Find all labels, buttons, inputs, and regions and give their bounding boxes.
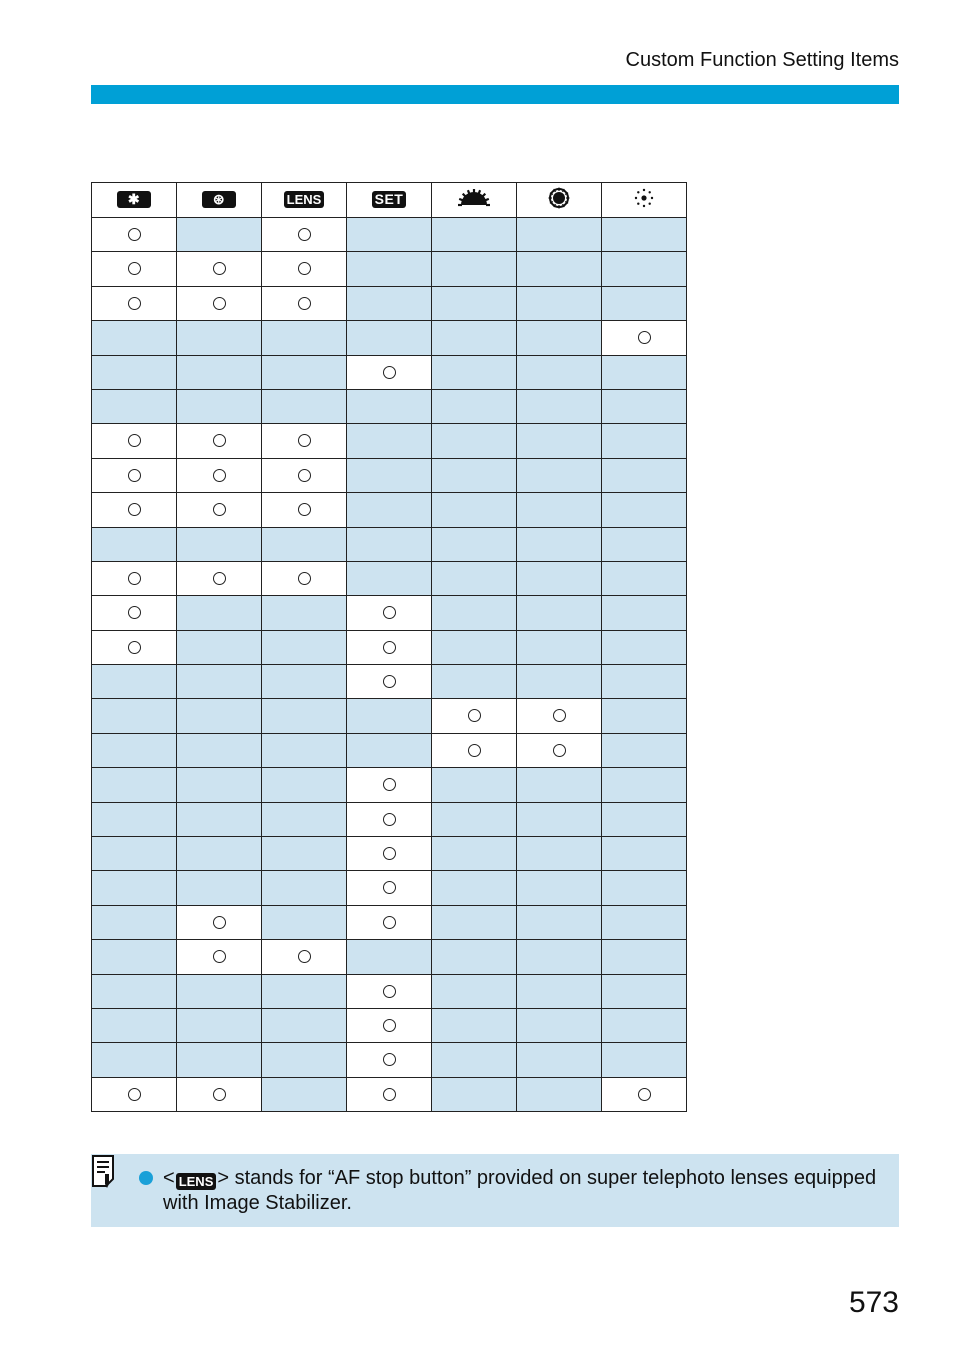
multi-controller-icon bbox=[633, 196, 655, 213]
unavailable-cell bbox=[177, 321, 262, 355]
unavailable-cell bbox=[262, 1008, 347, 1042]
af-on-button-icon: ✱ bbox=[117, 191, 151, 208]
table-row bbox=[92, 389, 687, 423]
set-button-icon: SET bbox=[372, 191, 407, 208]
available-cell bbox=[347, 802, 432, 836]
table-row bbox=[92, 527, 687, 561]
unavailable-cell bbox=[602, 458, 687, 492]
available-mark-icon bbox=[298, 572, 311, 585]
available-mark-icon bbox=[298, 469, 311, 482]
unavailable-cell bbox=[262, 733, 347, 767]
unavailable-cell bbox=[602, 940, 687, 974]
available-mark-icon bbox=[213, 950, 226, 963]
available-cell bbox=[347, 596, 432, 630]
available-cell bbox=[177, 940, 262, 974]
available-mark-icon bbox=[298, 262, 311, 275]
unavailable-cell bbox=[602, 768, 687, 802]
unavailable-cell bbox=[92, 974, 177, 1008]
available-cell bbox=[92, 596, 177, 630]
available-mark-icon bbox=[213, 297, 226, 310]
unavailable-cell bbox=[92, 355, 177, 389]
unavailable-cell bbox=[177, 389, 262, 423]
unavailable-cell bbox=[432, 837, 517, 871]
available-cell bbox=[347, 837, 432, 871]
unavailable-cell bbox=[602, 493, 687, 527]
unavailable-cell bbox=[92, 699, 177, 733]
note-box bbox=[91, 1154, 899, 1227]
available-mark-icon bbox=[383, 813, 396, 826]
unavailable-cell bbox=[432, 493, 517, 527]
unavailable-cell bbox=[517, 596, 602, 630]
available-mark-icon bbox=[638, 1088, 651, 1101]
available-mark-icon bbox=[128, 572, 141, 585]
unavailable-cell bbox=[347, 527, 432, 561]
available-mark-icon bbox=[298, 950, 311, 963]
unavailable-cell bbox=[517, 871, 602, 905]
available-mark-icon bbox=[298, 297, 311, 310]
available-cell bbox=[92, 493, 177, 527]
available-mark-icon bbox=[383, 985, 396, 998]
available-cell bbox=[262, 424, 347, 458]
unavailable-cell bbox=[177, 355, 262, 389]
unavailable-cell bbox=[262, 321, 347, 355]
unavailable-cell bbox=[432, 527, 517, 561]
unavailable-cell bbox=[602, 871, 687, 905]
unavailable-cell bbox=[432, 974, 517, 1008]
available-cell bbox=[432, 733, 517, 767]
table-row bbox=[92, 252, 687, 286]
table-row bbox=[92, 286, 687, 320]
unavailable-cell bbox=[347, 561, 432, 595]
table-header-row bbox=[92, 183, 687, 218]
unavailable-cell bbox=[602, 699, 687, 733]
unavailable-cell bbox=[92, 905, 177, 939]
available-mark-icon bbox=[128, 606, 141, 619]
unavailable-cell bbox=[432, 424, 517, 458]
unavailable-cell bbox=[347, 733, 432, 767]
unavailable-cell bbox=[432, 252, 517, 286]
available-cell bbox=[177, 1077, 262, 1111]
column-header-6 bbox=[517, 183, 602, 218]
unavailable-cell bbox=[177, 218, 262, 252]
unavailable-cell bbox=[177, 596, 262, 630]
unavailable-cell bbox=[432, 802, 517, 836]
available-cell bbox=[262, 286, 347, 320]
available-mark-icon bbox=[383, 675, 396, 688]
note-bullet bbox=[139, 1171, 153, 1185]
aperture-button-icon: ⊛ bbox=[202, 191, 236, 208]
unavailable-cell bbox=[177, 733, 262, 767]
column-header-1 bbox=[92, 183, 177, 218]
available-cell bbox=[177, 458, 262, 492]
unavailable-cell bbox=[432, 355, 517, 389]
available-mark-icon bbox=[213, 1088, 226, 1101]
unavailable-cell bbox=[92, 321, 177, 355]
available-cell bbox=[347, 871, 432, 905]
available-mark-icon bbox=[213, 434, 226, 447]
unavailable-cell bbox=[262, 871, 347, 905]
unavailable-cell bbox=[517, 355, 602, 389]
table-row bbox=[92, 218, 687, 252]
available-mark-icon bbox=[128, 228, 141, 241]
unavailable-cell bbox=[432, 286, 517, 320]
available-cell bbox=[517, 699, 602, 733]
unavailable-cell bbox=[432, 458, 517, 492]
available-cell bbox=[92, 286, 177, 320]
available-cell bbox=[92, 458, 177, 492]
table-row bbox=[92, 905, 687, 939]
available-mark-icon bbox=[383, 881, 396, 894]
available-cell bbox=[262, 218, 347, 252]
unavailable-cell bbox=[262, 974, 347, 1008]
unavailable-cell bbox=[347, 389, 432, 423]
available-mark-icon bbox=[383, 1088, 396, 1101]
table-row bbox=[92, 493, 687, 527]
available-mark-icon bbox=[468, 744, 481, 757]
available-mark-icon bbox=[128, 1088, 141, 1101]
note-text: < LENS > stands for “AF stop button” provided on super telephoto lenses equipped with Image Stabilizer. bbox=[163, 1167, 877, 1214]
unavailable-cell bbox=[432, 768, 517, 802]
available-cell bbox=[262, 252, 347, 286]
unavailable-cell bbox=[92, 733, 177, 767]
unavailable-cell bbox=[517, 974, 602, 1008]
table-row bbox=[92, 699, 687, 733]
column-header-3 bbox=[262, 183, 347, 218]
unavailable-cell bbox=[262, 837, 347, 871]
table-row bbox=[92, 1077, 687, 1111]
available-mark-icon bbox=[128, 262, 141, 275]
unavailable-cell bbox=[92, 665, 177, 699]
unavailable-cell bbox=[432, 561, 517, 595]
available-mark-icon bbox=[553, 709, 566, 722]
unavailable-cell bbox=[262, 905, 347, 939]
unavailable-cell bbox=[602, 837, 687, 871]
table-row bbox=[92, 561, 687, 595]
unavailable-cell bbox=[177, 837, 262, 871]
unavailable-cell bbox=[517, 458, 602, 492]
unavailable-cell bbox=[177, 665, 262, 699]
unavailable-cell bbox=[517, 665, 602, 699]
unavailable-cell bbox=[347, 458, 432, 492]
unavailable-cell bbox=[517, 1077, 602, 1111]
unavailable-cell bbox=[92, 527, 177, 561]
available-cell bbox=[347, 1077, 432, 1111]
available-cell bbox=[347, 1043, 432, 1077]
quick-control-dial-icon bbox=[548, 196, 570, 213]
available-mark-icon bbox=[298, 228, 311, 241]
available-cell bbox=[347, 974, 432, 1008]
unavailable-cell bbox=[347, 218, 432, 252]
unavailable-cell bbox=[602, 596, 687, 630]
unavailable-cell bbox=[177, 527, 262, 561]
available-cell bbox=[92, 1077, 177, 1111]
unavailable-cell bbox=[92, 1008, 177, 1042]
available-cell bbox=[177, 561, 262, 595]
unavailable-cell bbox=[602, 802, 687, 836]
unavailable-cell bbox=[432, 596, 517, 630]
available-cell bbox=[262, 940, 347, 974]
available-mark-icon bbox=[128, 434, 141, 447]
unavailable-cell bbox=[432, 321, 517, 355]
unavailable-cell bbox=[177, 699, 262, 733]
table-row bbox=[92, 424, 687, 458]
unavailable-cell bbox=[262, 699, 347, 733]
unavailable-cell bbox=[517, 527, 602, 561]
unavailable-cell bbox=[177, 802, 262, 836]
unavailable-cell bbox=[432, 665, 517, 699]
available-mark-icon bbox=[383, 1053, 396, 1066]
available-cell bbox=[262, 458, 347, 492]
unavailable-cell bbox=[432, 218, 517, 252]
available-cell bbox=[602, 1077, 687, 1111]
unavailable-cell bbox=[92, 768, 177, 802]
available-mark-icon bbox=[383, 366, 396, 379]
table-row bbox=[92, 768, 687, 802]
unavailable-cell bbox=[517, 321, 602, 355]
unavailable-cell bbox=[432, 389, 517, 423]
available-cell bbox=[92, 252, 177, 286]
table-row bbox=[92, 802, 687, 836]
unavailable-cell bbox=[347, 699, 432, 733]
available-cell bbox=[92, 561, 177, 595]
table-row bbox=[92, 458, 687, 492]
unavailable-cell bbox=[602, 424, 687, 458]
page-header-title: Custom Function Setting Items bbox=[625, 49, 899, 71]
unavailable-cell bbox=[602, 252, 687, 286]
lens-button-inline-icon: LENS bbox=[176, 1173, 217, 1190]
unavailable-cell bbox=[517, 561, 602, 595]
table-row bbox=[92, 355, 687, 389]
unavailable-cell bbox=[262, 665, 347, 699]
column-header-2 bbox=[177, 183, 262, 218]
unavailable-cell bbox=[602, 1043, 687, 1077]
table-body bbox=[92, 218, 687, 1112]
available-cell bbox=[602, 321, 687, 355]
available-cell bbox=[347, 1008, 432, 1042]
unavailable-cell bbox=[262, 768, 347, 802]
available-cell bbox=[177, 252, 262, 286]
available-mark-icon bbox=[213, 503, 226, 516]
table-row bbox=[92, 665, 687, 699]
unavailable-cell bbox=[602, 389, 687, 423]
unavailable-cell bbox=[517, 802, 602, 836]
available-cell bbox=[177, 286, 262, 320]
unavailable-cell bbox=[262, 630, 347, 664]
custom-function-table bbox=[91, 182, 687, 1112]
unavailable-cell bbox=[347, 940, 432, 974]
table-row bbox=[92, 733, 687, 767]
table-row bbox=[92, 1043, 687, 1077]
unavailable-cell bbox=[262, 1043, 347, 1077]
table-row bbox=[92, 871, 687, 905]
unavailable-cell bbox=[517, 768, 602, 802]
unavailable-cell bbox=[602, 905, 687, 939]
available-mark-icon bbox=[383, 847, 396, 860]
unavailable-cell bbox=[347, 493, 432, 527]
available-cell bbox=[177, 905, 262, 939]
available-mark-icon bbox=[213, 469, 226, 482]
unavailable-cell bbox=[517, 905, 602, 939]
unavailable-cell bbox=[517, 1008, 602, 1042]
unavailable-cell bbox=[517, 1043, 602, 1077]
unavailable-cell bbox=[92, 837, 177, 871]
unavailable-cell bbox=[432, 940, 517, 974]
table-row bbox=[92, 837, 687, 871]
unavailable-cell bbox=[517, 493, 602, 527]
unavailable-cell bbox=[262, 389, 347, 423]
available-cell bbox=[262, 493, 347, 527]
table-row bbox=[92, 974, 687, 1008]
available-mark-icon bbox=[128, 641, 141, 654]
available-mark-icon bbox=[213, 572, 226, 585]
unavailable-cell bbox=[602, 355, 687, 389]
memo-note-icon bbox=[91, 1154, 121, 1190]
unavailable-cell bbox=[262, 596, 347, 630]
unavailable-cell bbox=[517, 630, 602, 664]
table-row bbox=[92, 596, 687, 630]
unavailable-cell bbox=[262, 1077, 347, 1111]
unavailable-cell bbox=[432, 905, 517, 939]
available-mark-icon bbox=[128, 297, 141, 310]
available-mark-icon bbox=[298, 434, 311, 447]
header-accent-bar bbox=[91, 85, 899, 104]
unavailable-cell bbox=[347, 321, 432, 355]
unavailable-cell bbox=[602, 630, 687, 664]
available-cell bbox=[347, 665, 432, 699]
unavailable-cell bbox=[262, 355, 347, 389]
unavailable-cell bbox=[177, 974, 262, 1008]
available-mark-icon bbox=[128, 469, 141, 482]
available-mark-icon bbox=[383, 1019, 396, 1032]
column-header-4 bbox=[347, 183, 432, 218]
available-cell bbox=[262, 561, 347, 595]
available-mark-icon bbox=[383, 641, 396, 654]
unavailable-cell bbox=[602, 665, 687, 699]
available-mark-icon bbox=[213, 262, 226, 275]
unavailable-cell bbox=[517, 424, 602, 458]
table-row bbox=[92, 321, 687, 355]
unavailable-cell bbox=[602, 974, 687, 1008]
available-mark-icon bbox=[128, 503, 141, 516]
unavailable-cell bbox=[92, 940, 177, 974]
available-cell bbox=[92, 424, 177, 458]
unavailable-cell bbox=[432, 1077, 517, 1111]
available-cell bbox=[347, 768, 432, 802]
lens-af-stop-button-icon: LENS bbox=[284, 191, 325, 208]
available-mark-icon bbox=[383, 916, 396, 929]
unavailable-cell bbox=[432, 1043, 517, 1077]
unavailable-cell bbox=[602, 527, 687, 561]
unavailable-cell bbox=[432, 630, 517, 664]
available-cell bbox=[92, 218, 177, 252]
table-row bbox=[92, 940, 687, 974]
available-mark-icon bbox=[553, 744, 566, 757]
unavailable-cell bbox=[602, 218, 687, 252]
unavailable-cell bbox=[177, 1008, 262, 1042]
unavailable-cell bbox=[262, 802, 347, 836]
available-mark-icon bbox=[383, 778, 396, 791]
available-cell bbox=[92, 630, 177, 664]
unavailable-cell bbox=[432, 1008, 517, 1042]
unavailable-cell bbox=[347, 252, 432, 286]
available-mark-icon bbox=[468, 709, 481, 722]
unavailable-cell bbox=[517, 252, 602, 286]
table-row bbox=[92, 1008, 687, 1042]
unavailable-cell bbox=[602, 1008, 687, 1042]
unavailable-cell bbox=[517, 389, 602, 423]
available-cell bbox=[347, 630, 432, 664]
available-cell bbox=[347, 905, 432, 939]
unavailable-cell bbox=[177, 871, 262, 905]
unavailable-cell bbox=[517, 286, 602, 320]
unavailable-cell bbox=[517, 837, 602, 871]
unavailable-cell bbox=[517, 940, 602, 974]
unavailable-cell bbox=[602, 286, 687, 320]
unavailable-cell bbox=[177, 768, 262, 802]
unavailable-cell bbox=[92, 1043, 177, 1077]
available-cell bbox=[347, 355, 432, 389]
available-cell bbox=[432, 699, 517, 733]
unavailable-cell bbox=[602, 561, 687, 595]
table-row bbox=[92, 630, 687, 664]
available-mark-icon bbox=[298, 503, 311, 516]
unavailable-cell bbox=[432, 871, 517, 905]
column-header-5 bbox=[432, 183, 517, 218]
available-cell bbox=[177, 424, 262, 458]
page-number: 573 bbox=[848, 1286, 899, 1319]
unavailable-cell bbox=[347, 424, 432, 458]
available-cell bbox=[517, 733, 602, 767]
available-mark-icon bbox=[383, 606, 396, 619]
available-mark-icon bbox=[213, 916, 226, 929]
main-dial-icon bbox=[458, 194, 490, 211]
unavailable-cell bbox=[177, 1043, 262, 1077]
unavailable-cell bbox=[92, 389, 177, 423]
available-cell bbox=[177, 493, 262, 527]
column-header-7 bbox=[602, 183, 687, 218]
unavailable-cell bbox=[517, 218, 602, 252]
available-mark-icon bbox=[638, 331, 651, 344]
unavailable-cell bbox=[177, 630, 262, 664]
unavailable-cell bbox=[92, 871, 177, 905]
unavailable-cell bbox=[347, 286, 432, 320]
unavailable-cell bbox=[602, 733, 687, 767]
unavailable-cell bbox=[262, 527, 347, 561]
unavailable-cell bbox=[92, 802, 177, 836]
